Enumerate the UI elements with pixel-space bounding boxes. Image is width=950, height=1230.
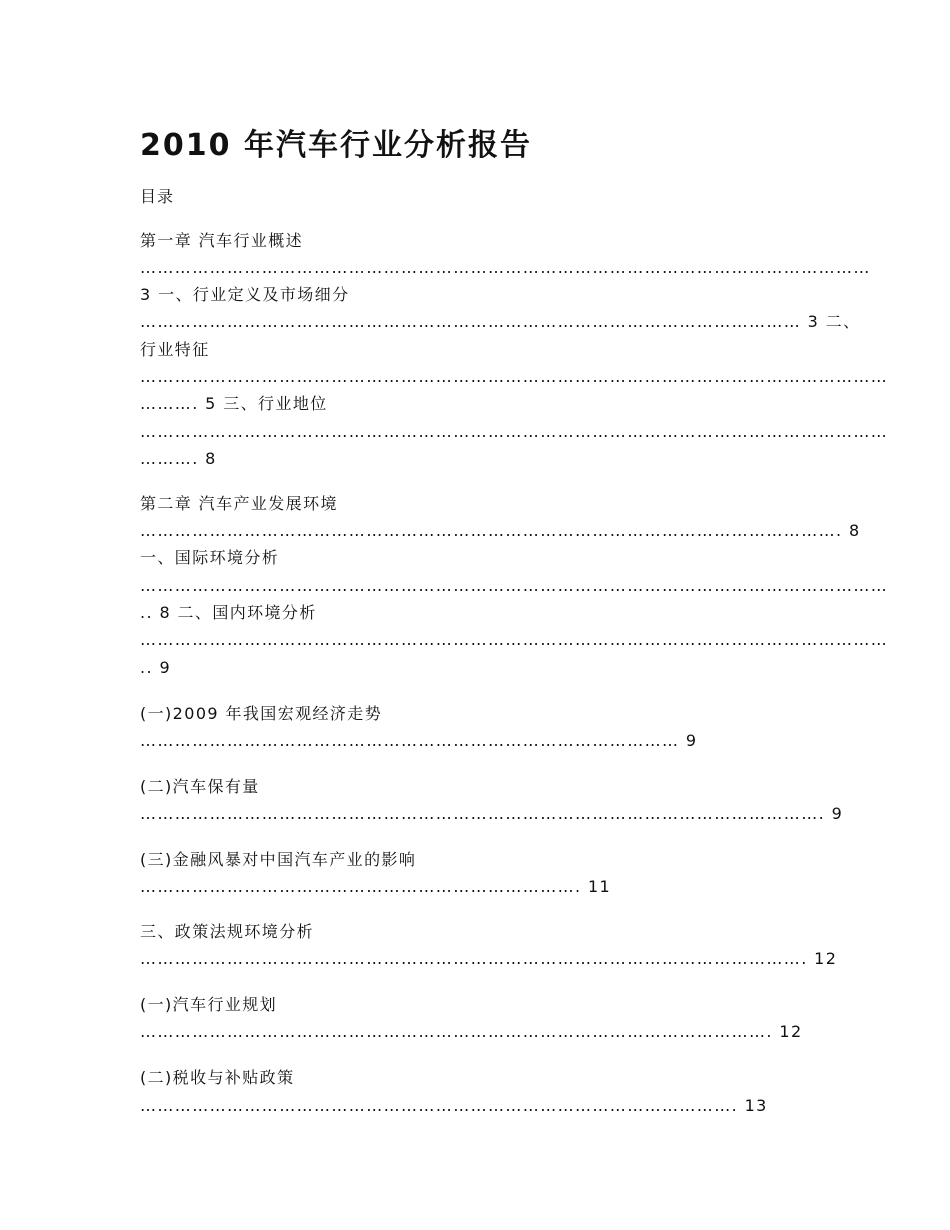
toc-leader: ………. 8 (140, 449, 217, 468)
toc-line[interactable]: .. 8 二、国内环境分析 (140, 603, 317, 622)
toc-line[interactable]: (一)汽车行业规划 (140, 995, 278, 1014)
toc-line[interactable]: (二)税收与补贴政策 (140, 1068, 295, 1087)
toc-leader: ………………………………………………………………………………………………………. 9 (140, 804, 844, 823)
toc-line[interactable]: (二)汽车保有量 (140, 777, 260, 796)
toc-leader: ………………………………………………………………………………………………………………… (140, 576, 889, 595)
toc-line[interactable]: 一、国际环境分析 (140, 548, 280, 567)
toc-line[interactable]: 第二章 汽车产业发展环境 (140, 494, 338, 513)
toc-leader: …………………………………………………………………………………………………… 3 二、 (140, 312, 861, 331)
toc-leader: …………………………………………………………………………………………. 13 (140, 1096, 768, 1115)
toc-heading: 目录 (140, 187, 175, 206)
toc-line[interactable]: 三、政策法规环境分析 (140, 922, 315, 941)
toc-line[interactable]: (一)2009 年我国宏观经济走势 (140, 704, 383, 723)
toc-leader: …………………………………………………………………. 11 (140, 877, 612, 896)
toc-leader: ………………………………………………………………………………………………. 12 (140, 1022, 803, 1041)
document-title: 2010 年汽车行业分析报告 (140, 128, 532, 163)
toc-leader: ……………………………………………………………………………………………………. 12 (140, 949, 838, 968)
toc-leader: ………………………………………………………………………………………………………………… (140, 422, 889, 441)
toc-line[interactable]: 3 一、行业定义及市场细分 (140, 285, 350, 304)
toc-line[interactable]: ………. 5 三、行业地位 (140, 394, 328, 413)
toc-line[interactable]: 行业特征 (140, 340, 210, 359)
toc-leader: ………………………………………………………………………………… 9 (140, 731, 698, 750)
toc-leader: …………………………………………………………………………………………………………. 8 (140, 521, 861, 540)
toc-leader: .. 9 (140, 658, 172, 677)
toc-leader: ……………………………………………………………………………………………………………… (140, 258, 871, 277)
toc-leader: ………………………………………………………………………………………………………………… (140, 367, 889, 386)
toc-leader: ………………………………………………………………………………………………………………… (140, 630, 889, 649)
toc-line[interactable]: (三)金融风暴对中国汽车产业的影响 (140, 850, 417, 869)
toc-line[interactable]: 第一章 汽车行业概述 (140, 231, 304, 250)
